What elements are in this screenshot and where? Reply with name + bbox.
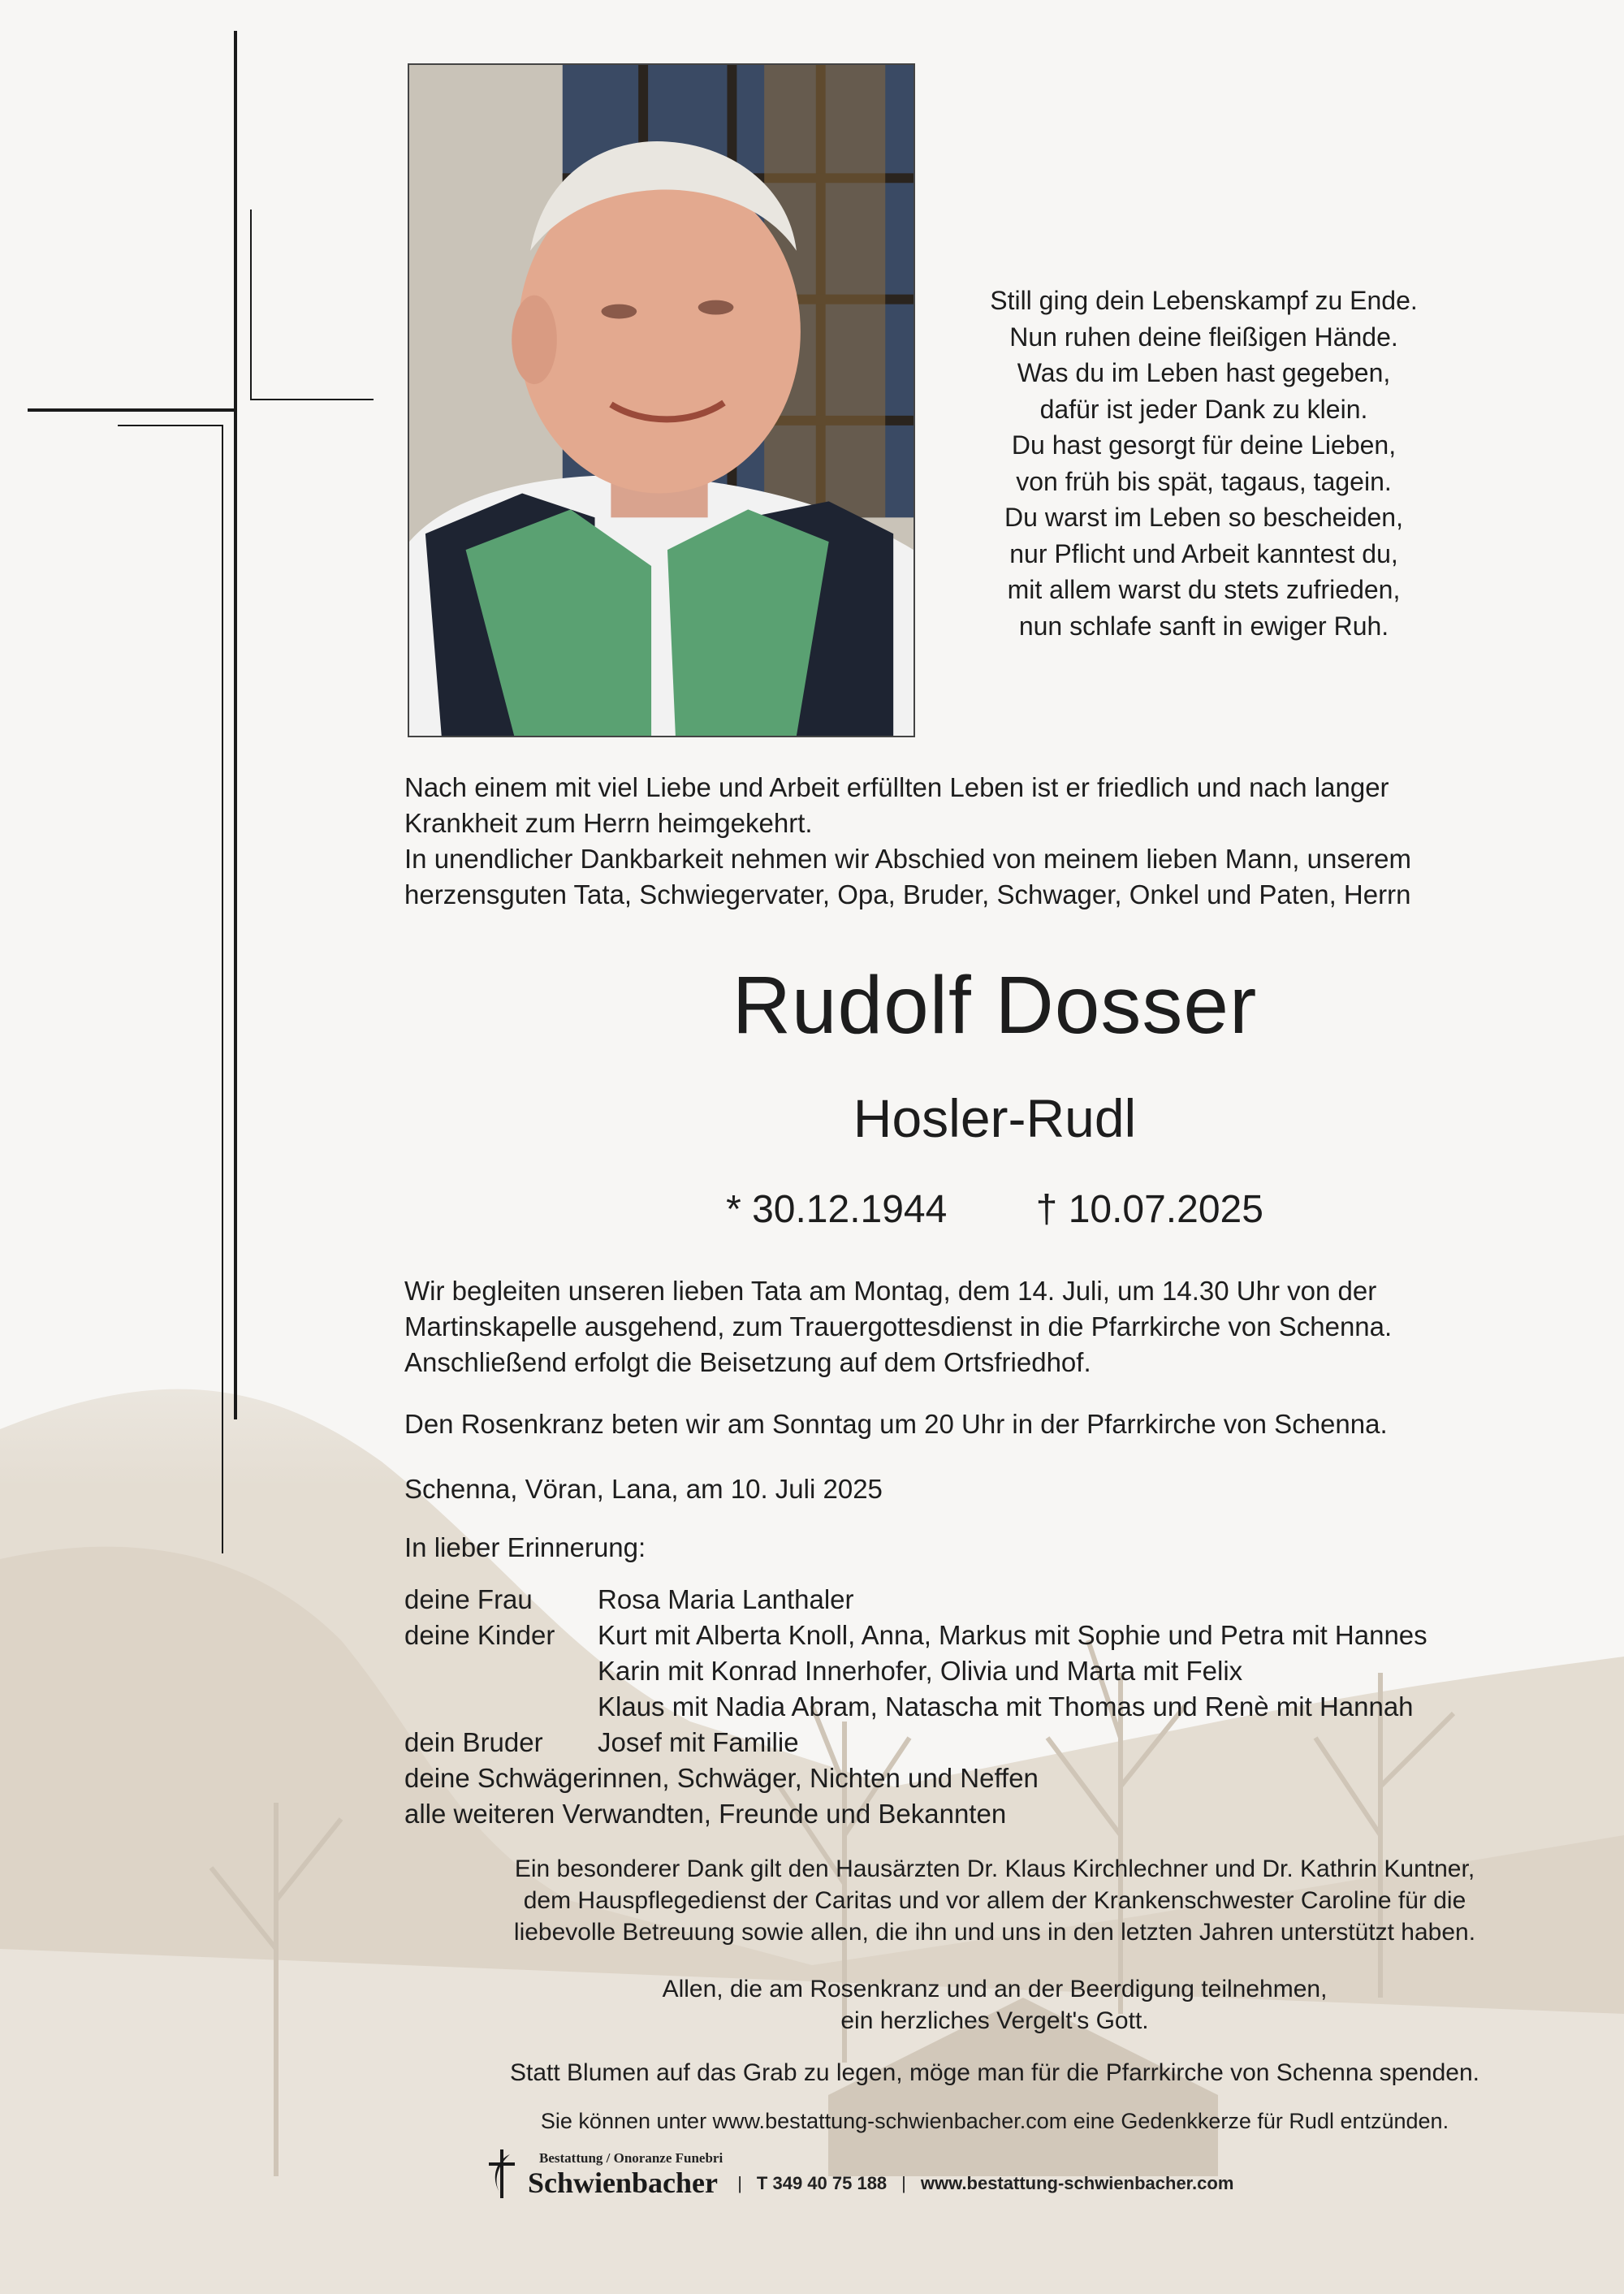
poem-line: Still ging dein Lebenskampf zu Ende. [990, 286, 1418, 315]
intro-line: Nach einem mit viel Liebe und Arbeit erfüllten Leben ist er friedlich und nach langer [404, 772, 1389, 802]
deceased-nickname: Hosler-Rudl [853, 1088, 1137, 1148]
thanks-line: dem Hauspflegedienst der Caritas und vor allem der Krankenschwester Caroline für die [523, 1887, 1466, 1914]
birth-date: * 30.12.1944 [726, 1188, 948, 1231]
relative-label: dein Bruder [404, 1727, 543, 1757]
cross-vertical-line-thin [250, 210, 252, 400]
relative-name: Klaus mit Nadia Abram, Natascha mit Thomas und Renè mit Hannah [598, 1691, 1414, 1722]
thanks-paragraph [438, 1853, 1551, 1948]
poem [934, 283, 1474, 644]
life-dates [568, 1184, 1421, 1236]
funeral-line: Anschließend erfolgt die Beisetzung auf dem Ortsfriedhof. [404, 1347, 1091, 1377]
footer-phone: T 349 40 75 188 [756, 2173, 888, 2193]
relative-row-wife [404, 1582, 1427, 1618]
candle-note [438, 2106, 1551, 2137]
footer-website-link[interactable]: www.bestattung-schwienbacher.com [920, 2173, 1234, 2193]
death-date: † 10.07.2025 [1035, 1188, 1263, 1231]
thanks-line: Ein besonderer Dank gilt den Hausärzten Dr. Klaus Kirchlechner und Dr. Kathrin Kuntner, [514, 1856, 1475, 1882]
cross-vertical-line-lower [222, 425, 223, 1553]
portrait-photo [408, 63, 915, 737]
relative-name: Kurt mit Alberta Knoll, Anna, Markus mit Sophie und Petra mit Hannes [598, 1620, 1427, 1650]
cross-horizontal-line [28, 408, 237, 412]
company-subtitle: Bestattung / Onoranze Funebri [539, 2150, 723, 2166]
cross-horizontal-line-thin [250, 399, 374, 400]
relative-name: Karin mit Konrad Innerhofer, Olivia und Marta mit Felix [598, 1656, 1243, 1686]
funeral-paragraph [404, 1273, 1392, 1380]
place-date: Schenna, Vöran, Lana, am 10. Juli 2025 [404, 1474, 883, 1504]
rosary-thanks-line: ein herzliches Vergelt's Gott. [840, 2007, 1149, 2034]
rosary-paragraph: Den Rosenkranz beten wir am Sonntag um 20 Uhr in der Pfarrkirche von Schenna. [404, 1409, 1388, 1439]
funeral-line: Wir begleiten unseren lieben Tata am Montag, dem 14. Juli, um 14.30 Uhr von der [404, 1276, 1377, 1306]
poem-line: mit allem warst du stets zufrieden, [1007, 575, 1401, 604]
intro-line: In unendlicher Dankbarkeit nehmen wir Abschied von meinem lieben Mann, unserem [404, 844, 1412, 874]
rosary-thanks-line: Allen, die am Rosenkranz und an der Beerdigung teilnehmen, [662, 1976, 1328, 2002]
intro-line: Krankheit zum Herrn heimgekehrt. [404, 808, 813, 838]
relative-row-brother [404, 1725, 1427, 1760]
relative-label: deine Kinder [404, 1620, 555, 1650]
cross-logo-icon [482, 2146, 523, 2203]
company-logo [482, 2146, 723, 2203]
relative-name: Rosa Maria Lanthaler [598, 1584, 854, 1614]
company-name: Schwienbacher [528, 2167, 718, 2199]
relative-in-laws: deine Schwägerinnen, Schwäger, Nichten und Neffen [404, 1763, 1039, 1793]
poem-line: Nun ruhen deine fleißigen Hände. [1009, 322, 1398, 352]
poem-line: Du warst im Leben so bescheiden, [1004, 503, 1403, 532]
footer-separator: | [901, 2173, 906, 2193]
footer-separator: | [737, 2173, 742, 2193]
intro-paragraph [404, 770, 1411, 913]
funeral-line: Martinskapelle ausgehend, zum Trauergottesdienst in die Pfarrkirche von Schenna. [404, 1311, 1393, 1341]
memory-heading: In lieber Erinnerung: [404, 1532, 646, 1562]
relative-others: alle weiteren Verwandten, Freunde und Bekannten [404, 1799, 1007, 1829]
poem-line: dafür ist jeder Dank zu klein. [1039, 394, 1368, 424]
flowers-note [438, 2057, 1551, 2089]
thanks-line: liebevolle Betreuung sowie allen, die ihn und uns in den letzten Jahren unterstützt haben. [513, 1919, 1476, 1946]
relatives-list [404, 1582, 1427, 1832]
intro-line: herzensguten Tata, Schwiegervater, Opa, Bruder, Schwager, Onkel und Paten, Herrn [404, 879, 1411, 909]
poem-line: nun schlafe sanft in ewiger Ruh. [1018, 611, 1389, 641]
cross-vertical-line [234, 31, 237, 1419]
flowers-line: Statt Blumen auf das Grab zu legen, möge man für die Pfarrkirche von Schenna spenden. [509, 2059, 1480, 2086]
rosary-thanks-paragraph [438, 1973, 1551, 2037]
poem-line: Was du im Leben hast gegeben, [1017, 358, 1391, 387]
relative-label: deine Frau [404, 1584, 533, 1614]
candle-line: Sie können unter www.bestattung-schwienbacher.com eine Gedenkkerze für Rudl entzünden. [540, 2109, 1449, 2133]
poem-line: von früh bis spät, tagaus, tagein. [1016, 466, 1392, 496]
footer [482, 2142, 1233, 2207]
relative-row-children [404, 1618, 1427, 1725]
relative-name: Josef mit Familie [598, 1727, 799, 1757]
poem-line: Du hast gesorgt für deine Lieben, [1011, 430, 1397, 460]
poem-line: nur Pflicht und Arbeit kanntest du, [1009, 538, 1398, 568]
cross-horizontal-line-lower [118, 425, 223, 426]
deceased-name: Rudolf Dosser [732, 960, 1258, 1051]
